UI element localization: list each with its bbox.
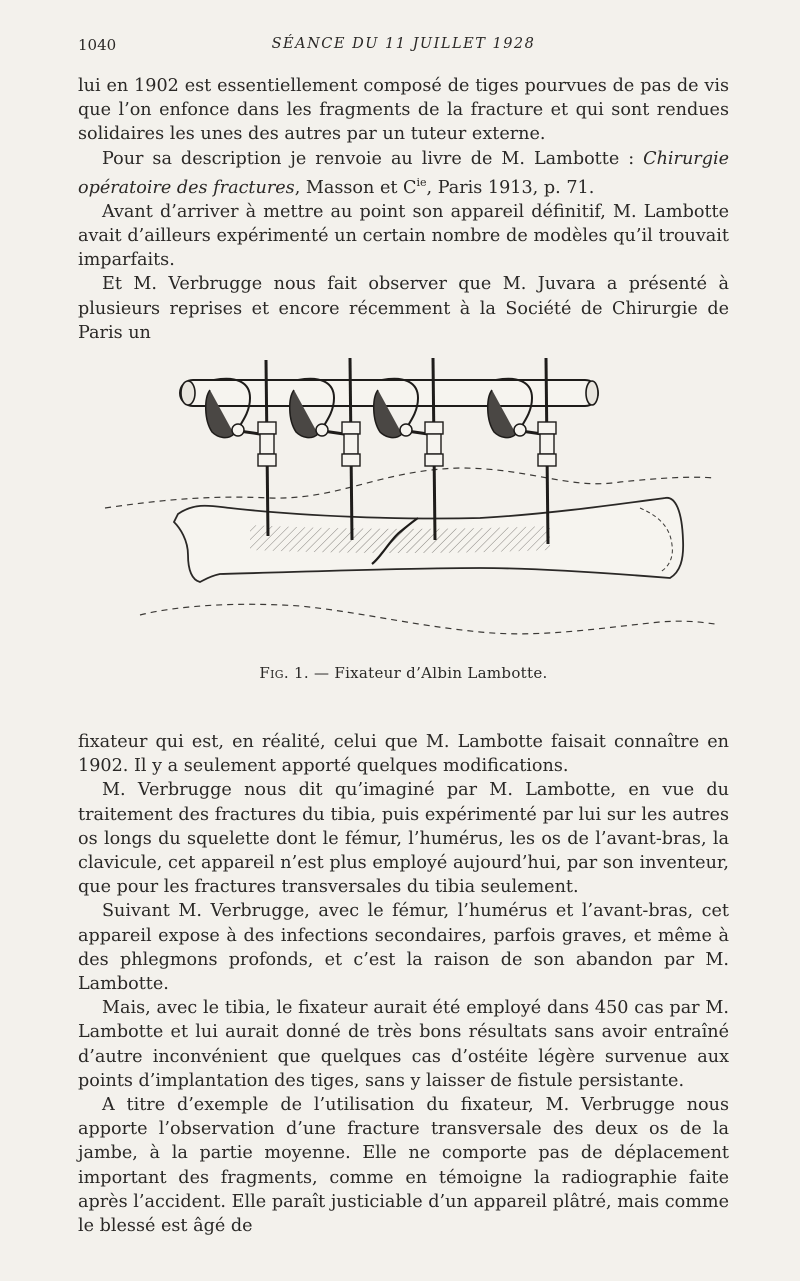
- paragraph: lui en 1902 est essentiellement composé de tiges pourvues de pas de vis que l’on enfonce dans les fragments de la fracture et qui sont rendues solidaires les unes des autres par un tuteur externe.: [78, 76, 729, 145]
- text-block-bottom: [78, 730, 729, 1238]
- limb-contour-lower: [140, 604, 715, 634]
- running-title: SÉANCE DU 11 JUILLET 1928: [271, 36, 536, 52]
- paragraph: A titre d’exemple de l’utilisation du fixateur, M. Verbrugge nous apporte l’observation d’une fracture transversale des deux os de la jambe, à la partie moyenne. Elle ne comporte pas de déplacement important des fragments, comme en témoigne la radiographie faite après l’accident. Elle paraît justiciable d’un appareil plâtré, mais comme le blessé est âgé de: [78, 1095, 729, 1237]
- figure-caption: [78, 664, 729, 682]
- paragraph-reference: [78, 147, 729, 200]
- paragraph: M. Verbrugge nous dit qu’imaginé par M. Lambotte, en vue du traitement des fractures du tibia, puis expérimenté par lui sur les autres os longs du squelette dont le fémur, l’humérus, les os de l’avant-bras, la clavicule, cet appareil n’est plus employé aujourd’hui, par son inventeur, que pour les fractures transversales du tibia seulement.: [78, 780, 729, 898]
- limb-contour-upper: [105, 468, 715, 508]
- figure-title: Fixateur d’Albin Lambotte.: [334, 664, 548, 682]
- fixator-illustration: [100, 350, 720, 650]
- paragraph: Mais, avec le tibia, le fixateur aurait été employé dans 450 cas par M. Lambotte et lui aurait donné de très bons résultats sans avoir entraîné d’autre inconvénient que quelques cas d’ostéite légère survenue aux points d’implantation des tiges, sans y laisser de fistule persistante.: [78, 998, 729, 1091]
- bar-end-right: [586, 381, 598, 405]
- caption-separator: —: [308, 664, 335, 682]
- text-block-top: [78, 74, 729, 345]
- page-number: 1040: [78, 36, 117, 54]
- running-head: [78, 36, 729, 58]
- bone-hatching: [250, 525, 550, 553]
- fixator-drawing: [100, 350, 720, 650]
- paragraph: fixateur qui est, en réalité, celui que M. Lambotte faisait connaître en 1902. Il y a seulement apporté quelques modifications.: [78, 732, 729, 777]
- paragraph: Et M. Verbrugge nous fait observer que M. Juvara a présenté à plusieurs reprises et encore récemment à la Société de Chirurgie de Paris un: [78, 274, 729, 343]
- book-title: Chirurgie opératoire des fractures: [78, 148, 729, 198]
- bar-end-left: [181, 381, 195, 405]
- reference-end: , Paris 1913, p. 71.: [426, 177, 595, 198]
- publisher-superscript: ie: [416, 175, 427, 189]
- publisher: , Masson et C: [294, 177, 417, 198]
- paragraph: Suivant M. Verbrugge, avec le fémur, l’humérus et l’avant-bras, cet appareil expose à des infections secondaires, parfois graves, et même à des phlegmons profonds, et c’est la raison de son abandon par M. Lambotte.: [78, 901, 729, 995]
- figure-label: Fig. 1.: [259, 664, 309, 682]
- reference-intro: Pour sa description je renvoie au livre de M. Lambotte :: [102, 148, 644, 169]
- paragraph: Avant d’arriver à mettre au point son appareil définitif, M. Lambotte avait d’ailleurs expérimenté un certain nombre de modèles qu’il trouvait imparfaits.: [78, 201, 729, 271]
